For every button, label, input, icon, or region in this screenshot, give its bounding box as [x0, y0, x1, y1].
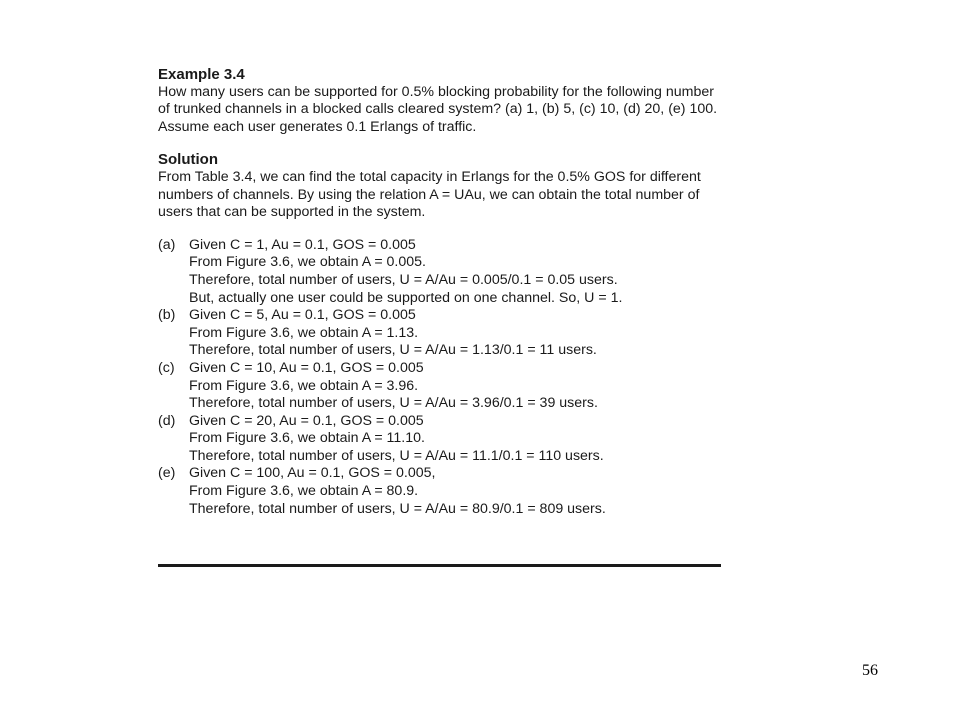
example-title: Example 3.4 [158, 66, 245, 83]
solution-intro: From Table 3.4, we can find the total capacity in Erlangs for the 0.5% GOS for different numbers of channels. By using the relation A = UAu, we can obtain the total number of users that can be supported in the system. [158, 168, 701, 221]
example-block [158, 66, 721, 136]
item-line: But, actually one user could be supported on one channel. So, U = 1. [189, 289, 623, 306]
item-line: From Figure 3.6, we obtain A = 80.9. [189, 483, 419, 500]
item-line: Given C = 1, Au = 0.1, GOS = 0.005 [189, 236, 416, 253]
item-label: (c) [158, 359, 175, 376]
item-label: (e) [158, 465, 176, 482]
item-line: Therefore, total number of users, U = A/Au = 1.13/0.1 = 11 users. [189, 342, 597, 359]
item-label: (b) [158, 307, 176, 324]
solution-items [158, 237, 721, 519]
item-line: Given C = 20, Au = 0.1, GOS = 0.005 [189, 412, 424, 429]
item-line: Given C = 10, Au = 0.1, GOS = 0.005 [189, 359, 424, 376]
item-line: Given C = 5, Au = 0.1, GOS = 0.005 [189, 307, 416, 324]
item-line: From Figure 3.6, we obtain A = 0.005. [189, 254, 426, 271]
item-label: (d) [158, 412, 176, 429]
solution-item-e [158, 465, 721, 518]
example-question: How many users can be supported for 0.5% blocking probability for the following number of trunked channels in a blocked calls cleared system? (a) 1, (b) 5, (c) 10, (d) 20, (e) 100. Assume each user generates 0.1 Erlangs of traffic. [158, 83, 718, 135]
solution-item-d [158, 413, 721, 466]
solution-item-c [158, 360, 721, 413]
item-line: From Figure 3.6, we obtain A = 3.96. [189, 377, 419, 394]
item-line: Therefore, total number of users, U = A/Au = 80.9/0.1 = 809 users. [189, 500, 606, 517]
item-line: From Figure 3.6, we obtain A = 11.10. [189, 430, 425, 447]
item-label: (a) [158, 236, 176, 253]
item-body [189, 465, 721, 518]
solution-item-a [158, 237, 721, 307]
item-body [189, 307, 721, 360]
item-line: Therefore, total number of users, U = A/Au = 11.1/0.1 = 110 users. [189, 447, 604, 464]
bottom-rule [158, 564, 721, 567]
item-body [189, 413, 721, 466]
item-body [189, 237, 721, 307]
item-line: Therefore, total number of users, U = A/Au = 3.96/0.1 = 39 users. [189, 395, 598, 412]
solution-block [158, 151, 721, 518]
item-line: Given C = 100, Au = 0.1, GOS = 0.005, [189, 465, 436, 482]
item-body [189, 360, 721, 413]
item-line: Therefore, total number of users, U = A/Au = 0.005/0.1 = 0.05 users. [189, 271, 618, 288]
solution-title: Solution [158, 151, 218, 169]
scanned-page [158, 66, 721, 533]
solution-item-b [158, 307, 721, 360]
item-line: From Figure 3.6, we obtain A = 1.13. [189, 324, 419, 341]
page-number: 56 [862, 662, 878, 679]
